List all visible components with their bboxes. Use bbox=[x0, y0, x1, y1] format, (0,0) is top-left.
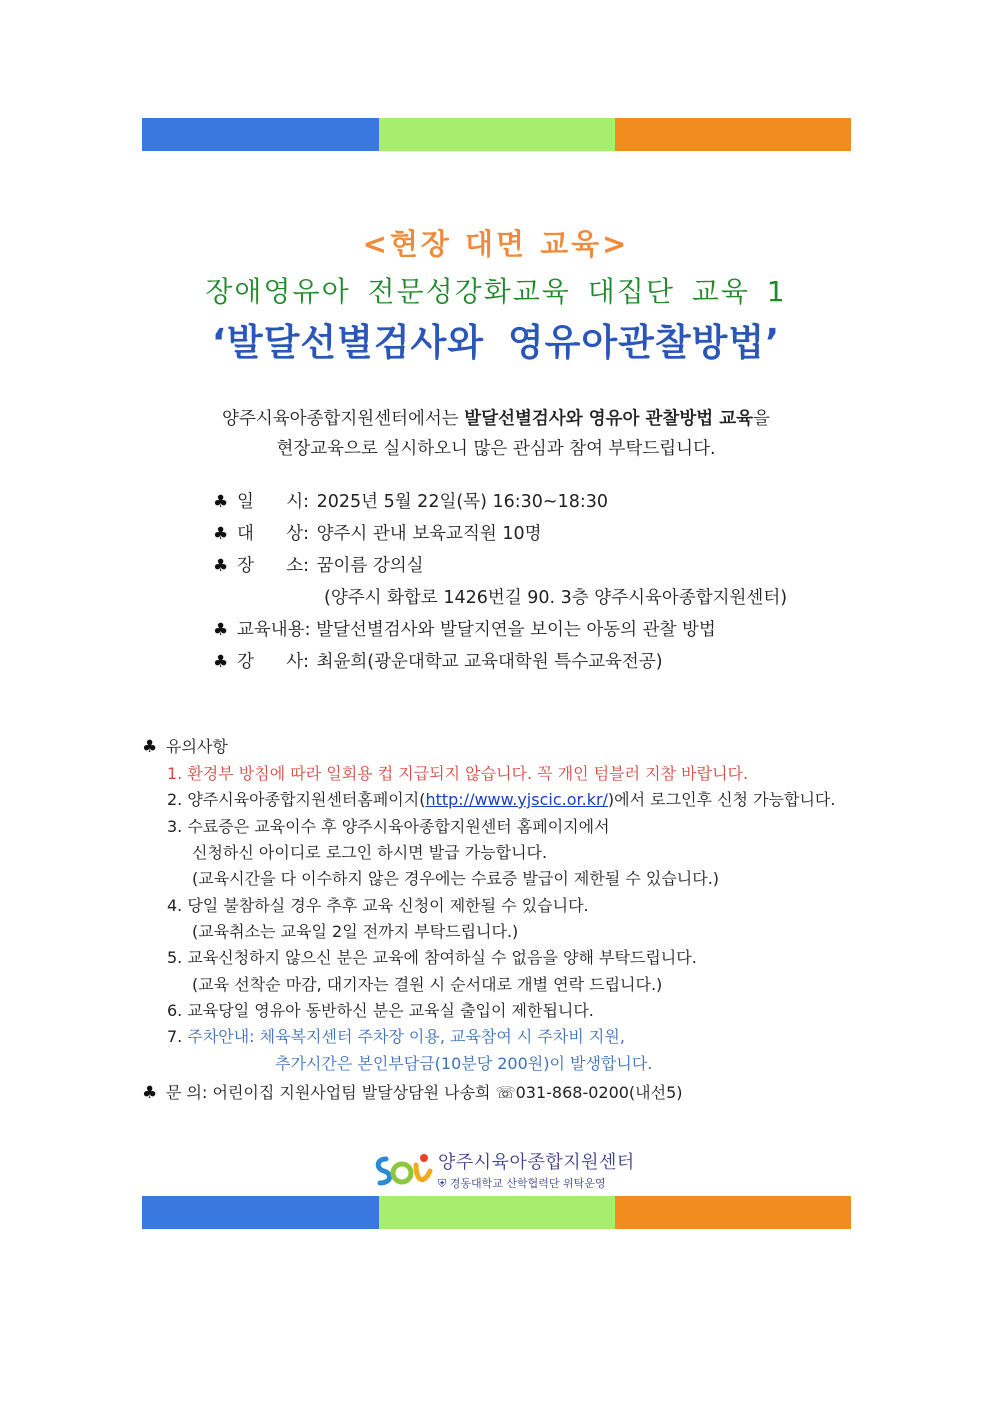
center-logo bbox=[372, 1148, 635, 1191]
label-part: 사: bbox=[286, 652, 309, 672]
title-course-topic: ‘발달선별검사와 영유아관찰방법’ bbox=[211, 321, 781, 364]
note-item-4-line-2: (교육취소는 교육일 2일 전까지 부탁드립니다.) bbox=[192, 922, 519, 941]
note-item-7-line-1 bbox=[167, 1026, 625, 1048]
bottom-bar-blue-segment bbox=[142, 1196, 379, 1229]
label-part: 강 bbox=[237, 652, 254, 672]
title-course-name: 장애영유아 전문성강화교육 대집단 교육 1 bbox=[205, 275, 787, 308]
info-label-content: 교육내용: bbox=[237, 620, 311, 640]
club-bullet-icon: ♣ bbox=[142, 737, 158, 757]
label-part: 상: bbox=[286, 524, 309, 544]
note-item-5-line-2: (교육 선착순 마감, 대기자는 결원 시 순서대로 개별 연락 드립니다.) bbox=[192, 975, 663, 994]
label-part: 소: bbox=[286, 556, 309, 576]
info-label-place bbox=[237, 554, 309, 578]
note-item-5-line-1: 5. 교육신청하지 않으신 분은 교육에 참여하실 수 없음을 양해 부탁드립니다. bbox=[167, 948, 697, 967]
info-label-date bbox=[237, 490, 309, 514]
homepage-link[interactable]: http://www.yjscic.or.kr/ bbox=[425, 790, 608, 809]
notes-heading bbox=[142, 736, 228, 758]
contact-row bbox=[142, 1082, 683, 1104]
label-part: 대 bbox=[237, 524, 254, 544]
note-item-7-number: 7. bbox=[167, 1027, 188, 1046]
center-logo-subtitle bbox=[438, 1175, 635, 1191]
contact-value: 어린이집 지원사업팀 발달상담원 나송희 ☏031-868-0200(내선5) bbox=[212, 1083, 683, 1102]
club-bullet-icon: ♣ bbox=[213, 620, 229, 640]
info-row-date bbox=[213, 490, 608, 514]
info-place-detail: (양주시 화합로 1426번길 90. 3층 양주시육아종합지원센터) bbox=[324, 588, 788, 608]
note-item-6: 6. 교육당일 영유아 동반하신 분은 교육실 출입이 제한됩니다. bbox=[167, 1001, 594, 1020]
note-item-2 bbox=[167, 789, 835, 811]
top-bar-orange-segment bbox=[615, 118, 851, 151]
note-item-2-suffix: )에서 로그인후 신청 가능합니다. bbox=[607, 790, 836, 809]
club-bullet-icon: ♣ bbox=[213, 556, 229, 576]
info-label-lecturer bbox=[237, 650, 309, 674]
center-logo-text bbox=[438, 1148, 635, 1191]
info-value-lecturer: 최윤희(광운대학교 교육대학원 특수교육전공) bbox=[316, 652, 663, 672]
club-bullet-icon: ♣ bbox=[142, 1083, 158, 1103]
club-bullet-icon: ♣ bbox=[213, 524, 229, 544]
info-label-target bbox=[237, 522, 309, 546]
center-logo-subtitle-text: 경동대학교 산학협력단 위탁운영 bbox=[449, 1177, 606, 1190]
contact-label: 문 의: bbox=[166, 1083, 208, 1102]
intro-suffix: 을 bbox=[753, 409, 770, 429]
intro-prefix: 양주시육아종합지원센터에서는 bbox=[222, 409, 465, 429]
note-item-3-line-1: 3. 수료증은 교육이수 후 양주시육아종합지원센터 홈페이지에서 bbox=[167, 817, 610, 836]
info-row-content bbox=[213, 618, 716, 642]
note-item-7-text: 주차안내: 체육복지센터 주차장 이용, 교육참여 시 주차비 지원, bbox=[187, 1027, 625, 1046]
club-bullet-icon: ♣ bbox=[213, 652, 229, 672]
info-value-target: 양주시 관내 보육교직원 10명 bbox=[316, 524, 542, 544]
intro-bold-topic: 발달선별검사와 영유아 관찰방법 교육 bbox=[464, 409, 754, 429]
note-item-7-line-2: 추가시간은 본인부담금(10분당 200원)이 발생합니다. bbox=[275, 1054, 653, 1073]
note-item-3-line-3: (교육시간을 다 이수하지 않은 경우에는 수료증 발급이 제한될 수 있습니다.) bbox=[192, 869, 720, 888]
note-item-4-line-1: 4. 당일 불참하실 경우 추후 교육 신청이 제한될 수 있습니다. bbox=[167, 896, 589, 915]
intro-line-2: 현장교육으로 실시하오니 많은 관심과 참여 부탁드립니다. bbox=[276, 439, 716, 459]
center-logo-name: 양주시육아종합지원센터 bbox=[438, 1152, 635, 1173]
label-part: 장 bbox=[237, 556, 254, 576]
note-item-3-line-2: 신청하신 아이디로 로그인 하시면 발급 가능합니다. bbox=[192, 843, 548, 862]
note-item-2-prefix: 2. 양주시육아종합지원센터홈페이지( bbox=[167, 790, 426, 809]
label-part: 일 bbox=[237, 492, 254, 512]
info-row-lecturer bbox=[213, 650, 663, 674]
top-bar-green-segment bbox=[379, 118, 615, 151]
university-emblem-icon: ⛨ bbox=[438, 1177, 447, 1190]
intro-line-1 bbox=[0, 405, 992, 430]
club-bullet-icon: ♣ bbox=[213, 492, 229, 512]
notes-heading-text: 유의사항 bbox=[166, 737, 228, 756]
info-row-place bbox=[213, 554, 424, 578]
info-row-target bbox=[213, 522, 542, 546]
info-value-place: 꿈이름 강의실 bbox=[316, 556, 424, 576]
info-value-content: 발달선별검사와 발달지연을 보이는 아동의 관찰 방법 bbox=[316, 620, 716, 640]
top-color-bar bbox=[142, 118, 851, 151]
title-onsite-education: <현장 대면 교육> bbox=[362, 227, 630, 261]
bottom-bar-orange-segment bbox=[615, 1196, 851, 1229]
bottom-bar-green-segment bbox=[379, 1196, 615, 1229]
label-part: 시: bbox=[286, 492, 309, 512]
center-logo-icon bbox=[372, 1151, 434, 1189]
bottom-color-bar bbox=[142, 1196, 851, 1229]
top-bar-blue-segment bbox=[142, 118, 379, 151]
info-value-date: 2025년 5월 22일(목) 16:30~18:30 bbox=[316, 492, 609, 512]
note-item-1: 1. 환경부 방침에 따라 일회용 컵 지급되지 않습니다. 꼭 개인 텀블러 지참 바랍니다. bbox=[167, 764, 749, 783]
